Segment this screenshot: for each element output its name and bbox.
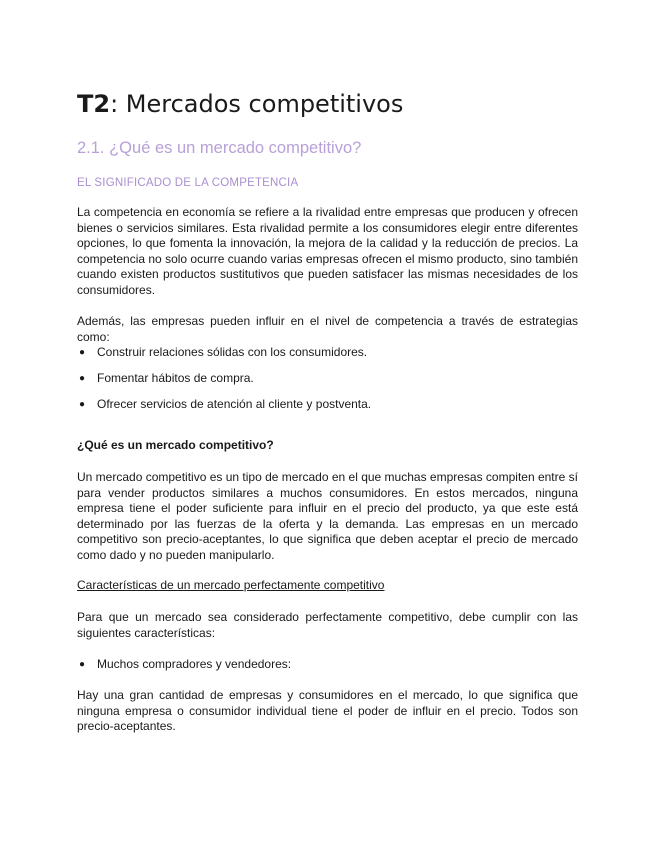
document-title — [77, 88, 403, 120]
list-item — [78, 371, 254, 387]
paragraph-1: La competencia en economía se refiere a la rivalidad entre empresas que producen y ofrecen bienes o servicios similares. Esta rivalidad permite a los consumidores elegir entre diferentes opciones, lo que fomenta la innovación, la mejora de la calidad y la reducción de precios. La competencia no solo ocurre cuando varias empresas ofrecen el mismo producto, sino también cuando existen productos sustitutivos que pueden satisfacer las mismas necesidades de los consumidores. — [77, 205, 578, 297]
bullet-icon: ● — [78, 399, 86, 410]
bullet-icon: ● — [78, 347, 86, 358]
list-item — [78, 657, 292, 673]
paragraph-2: Además, las empresas pueden influir en el nivel de competencia a través de estrategias como: — [77, 314, 578, 344]
underlined-heading: Características de un mercado perfectamente competitivo — [77, 578, 385, 592]
bold-question: ¿Qué es un mercado competitivo? — [77, 438, 274, 452]
list-item-text: Muchos compradores y vendedores: — [97, 657, 292, 671]
paragraph-4: Para que un mercado sea considerado perfectamente competitivo, debe cumplir con las siguientes características: — [77, 610, 578, 640]
paragraph-3: Un mercado competitivo es un tipo de mercado en el que muchas empresas compiten entre sí para vender productos similares a muchos consumidores. En estos mercados, ninguna empresa tiene el poder suficiente para influir en el precio del producto, ya que este está determinado por las fuerzas de la oferta y la demanda. Las empresas en un mercado competitivo son precio-aceptantes, lo que significa que deben aceptar el precio de mercado como dado y no pueden manipularlo. — [77, 470, 578, 562]
title-rest: : Mercados competitivos — [110, 90, 404, 118]
section-heading: 2.1. ¿Qué es un mercado competitivo? — [77, 139, 362, 157]
subheading: EL SIGNIFICADO DE LA COMPETENCIA — [77, 177, 299, 189]
list-item-text: Construir relaciones sólidas con los consumidores. — [97, 345, 368, 359]
title-prefix: T2 — [77, 90, 111, 118]
paragraph-5: Hay una gran cantidad de empresas y consumidores en el mercado, lo que significa que ninguna empresa o consumidor individual tiene el poder de influir en el precio. Todos son precio-aceptantes. — [77, 688, 578, 734]
list-item-text: Ofrecer servicios de atención al cliente y postventa. — [97, 397, 372, 411]
list-item — [78, 397, 372, 413]
list-item-text: Fomentar hábitos de compra. — [97, 371, 254, 385]
list-item — [78, 345, 368, 361]
bullet-icon: ● — [78, 659, 86, 670]
bullet-icon: ● — [78, 373, 86, 384]
